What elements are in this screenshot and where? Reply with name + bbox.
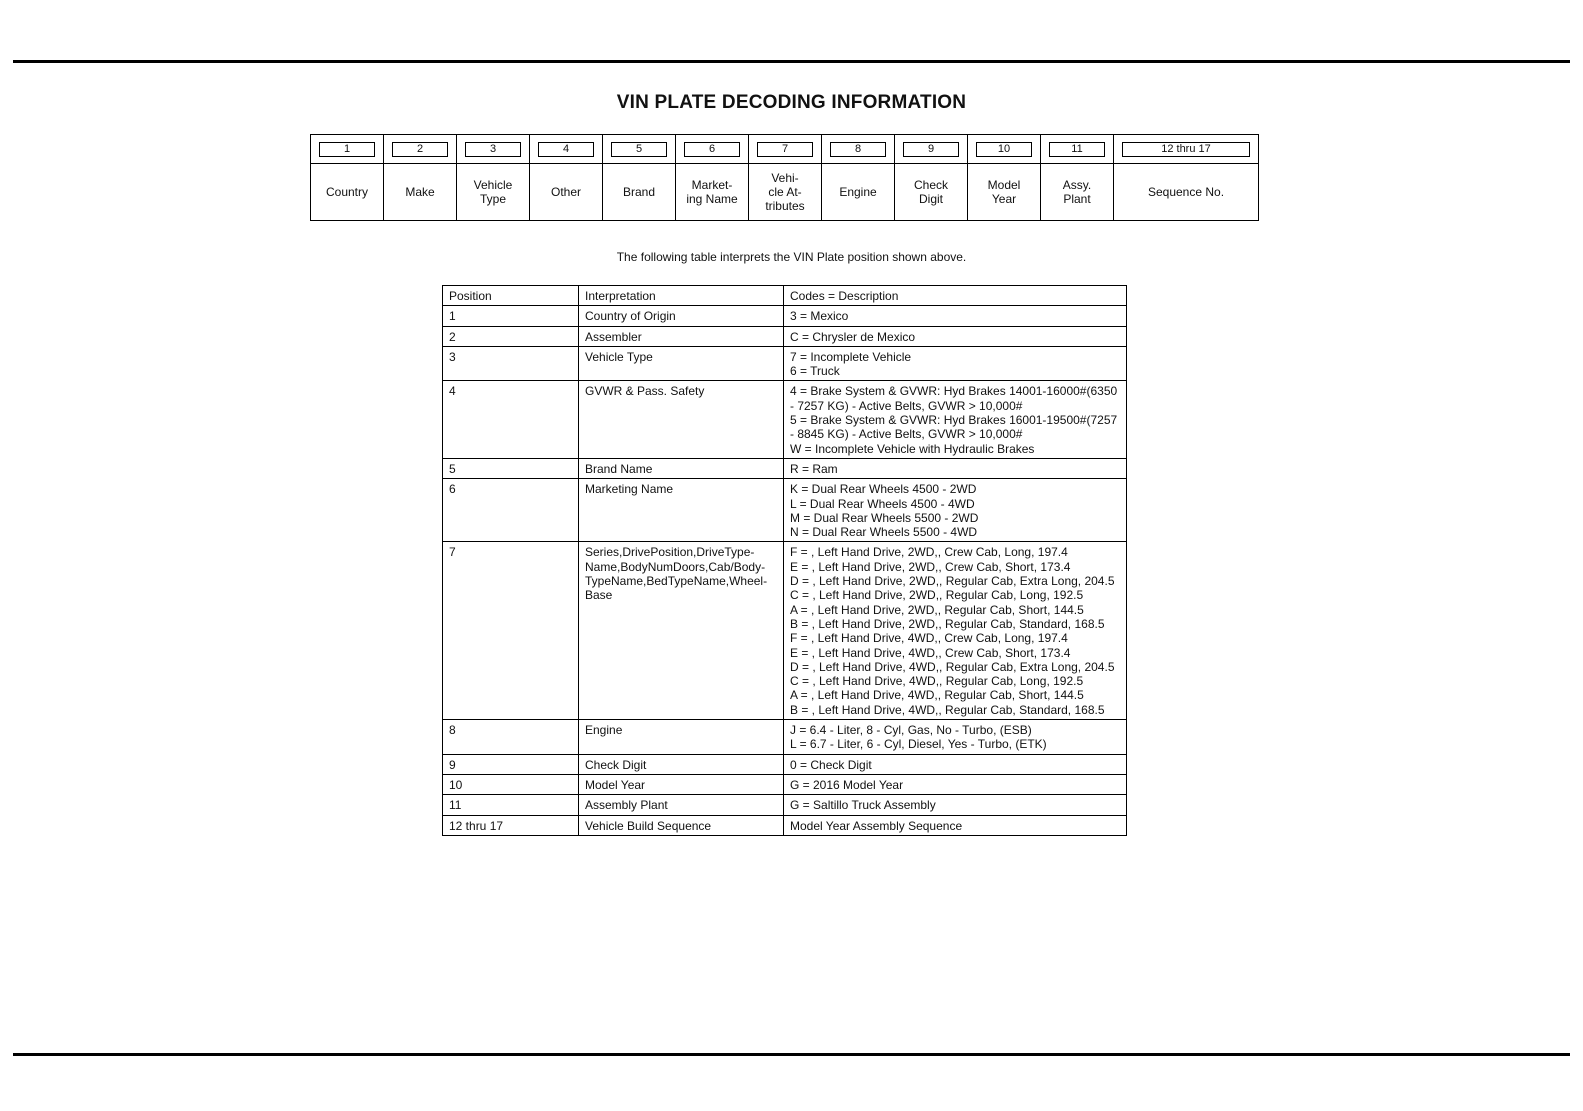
table-row (443, 774, 1127, 794)
header-codes: Codes = Description (784, 286, 1127, 306)
cell-position: 5 (443, 458, 579, 478)
cell-codes (784, 542, 1127, 720)
code-line: 7 = Incomplete Vehicle (790, 349, 912, 364)
code-line: B = , Left Hand Drive, 4WD,, Regular Cab, Standard, 168.5 (790, 702, 1105, 717)
interpretation-text: Assembler (585, 329, 642, 344)
table-row (443, 326, 1127, 346)
top-rule (13, 60, 1570, 63)
code-line: B = , Left Hand Drive, 2WD,, Regular Cab, Standard, 168.5 (790, 616, 1105, 631)
vin-position-cell (603, 135, 676, 164)
vin-label-cell (311, 164, 384, 221)
vin-label-text: Engine (839, 185, 877, 199)
vin-position-cell (968, 135, 1041, 164)
cell-position: 7 (443, 542, 579, 720)
vin-position-box: 10 (976, 142, 1032, 157)
table-note: The following table interprets the VIN Plate position shown above. (616, 250, 967, 264)
cell-interpretation (579, 795, 784, 815)
table-row (443, 815, 1127, 835)
vin-position-box: 7 (757, 142, 813, 157)
table-row (443, 479, 1127, 542)
vin-position-box: 11 (1049, 142, 1105, 157)
code-line: 3 = Mexico (790, 309, 849, 324)
interpretation-text: Series,DrivePosition,DriveType-Name,BodyNumDoors,Cab/Body-TypeName,BedTypeName,Wheel-Base (585, 545, 768, 603)
code-line: C = , Left Hand Drive, 2WD,, Regular Cab, Long, 192.5 (790, 588, 1084, 603)
interpretation-text: Engine (585, 723, 623, 738)
header-position: Position (443, 286, 579, 306)
cell-position: 11 (443, 795, 579, 815)
page-title: VIN PLATE DECODING INFORMATION (616, 92, 967, 113)
cell-interpretation (579, 306, 784, 326)
code-line: 6 = Truck (790, 364, 840, 379)
code-line: F = , Left Hand Drive, 4WD,, Crew Cab, Long, 197.4 (790, 631, 1068, 646)
table-header-row (443, 286, 1127, 306)
vin-label-text: Country (325, 185, 369, 199)
vin-position-cell (457, 135, 530, 164)
table-row (443, 720, 1127, 755)
table-row (443, 381, 1127, 458)
code-line: M = Dual Rear Wheels 5500 - 2WD (790, 510, 979, 525)
cell-position: 6 (443, 479, 579, 542)
cell-interpretation (579, 720, 784, 755)
cell-interpretation (579, 458, 784, 478)
vin-label-text: Assy. (1062, 178, 1092, 192)
cell-interpretation (579, 815, 784, 835)
interpretation-text: Marketing Name (585, 482, 674, 497)
code-line: G = Saltillo Truck Assembly (790, 798, 936, 813)
table-row (443, 754, 1127, 774)
vin-position-cell (749, 135, 822, 164)
cell-codes (784, 795, 1127, 815)
vin-position-box: 4 (538, 142, 594, 157)
interpretation-text: Model Year (585, 777, 646, 792)
cell-codes (784, 381, 1127, 458)
code-line: W = Incomplete Vehicle with Hydraulic Brakes (790, 441, 1035, 456)
cell-position: 10 (443, 774, 579, 794)
vin-label-text: Vehi- (771, 171, 799, 185)
vin-position-cell (311, 135, 384, 164)
code-line: - 8845 KG) - Active Belts, GVWR > 10,000# (790, 427, 1023, 442)
code-line: E = , Left Hand Drive, 2WD,, Crew Cab, Short, 173.4 (790, 559, 1071, 574)
vin-label-cell (676, 164, 749, 221)
table-row (443, 306, 1127, 326)
table-row (443, 346, 1127, 381)
vin-decode-table (442, 285, 1127, 836)
vin-label-cell (822, 164, 895, 221)
code-line: A = , Left Hand Drive, 2WD,, Regular Cab, Short, 144.5 (790, 602, 1084, 617)
code-line: 4 = Brake System & GVWR: Hyd Brakes 14001-16000#(6350 (790, 384, 1118, 399)
vin-label-text: ing Name (686, 192, 738, 206)
cell-position: 3 (443, 346, 579, 381)
vin-position-box: 9 (903, 142, 959, 157)
cell-interpretation (579, 326, 784, 346)
vin-label-cell (968, 164, 1041, 221)
vin-label-cell (895, 164, 968, 221)
vin-label-text: Type (479, 192, 506, 206)
vin-label-text: Market- (691, 178, 733, 192)
interpretation-text: Check Digit (585, 757, 647, 772)
code-line: C = , Left Hand Drive, 4WD,, Regular Cab, Long, 192.5 (790, 674, 1084, 689)
code-line: G = 2016 Model Year (790, 777, 904, 792)
cell-codes (784, 754, 1127, 774)
vin-label-text: Model (987, 178, 1021, 192)
vin-label-text: Other (550, 185, 581, 199)
vin-label-text: Make (405, 185, 435, 199)
code-line: C = Chrysler de Mexico (790, 329, 916, 344)
cell-interpretation (579, 774, 784, 794)
code-line: D = , Left Hand Drive, 4WD,, Regular Cab, Extra Long, 204.5 (790, 659, 1115, 674)
interpretation-text: Vehicle Type (585, 349, 653, 364)
code-line: N = Dual Rear Wheels 5500 - 4WD (790, 525, 978, 540)
cell-position: 1 (443, 306, 579, 326)
vin-position-box: 12 thru 17 (1122, 142, 1250, 157)
code-line: 5 = Brake System & GVWR: Hyd Brakes 16001-19500#(7257 (790, 413, 1118, 428)
vin-label-cell (530, 164, 603, 221)
vin-position-cell (1114, 135, 1259, 164)
code-line: L = Dual Rear Wheels 4500 - 4WD (790, 496, 975, 511)
vin-position-cell (895, 135, 968, 164)
interpretation-text: Vehicle Build Sequence (585, 818, 712, 833)
vin-position-box: 5 (611, 142, 667, 157)
vin-label-cell (1041, 164, 1114, 221)
vin-position-box: 1 (319, 142, 375, 157)
vin-label-cell (1114, 164, 1259, 221)
header-interpretation: Interpretation (579, 286, 784, 306)
vin-label-text: Digit (918, 192, 943, 206)
cell-interpretation (579, 542, 784, 720)
cell-codes (784, 326, 1127, 346)
vin-label-text: Vehicle (473, 178, 513, 192)
vin-label-cell (457, 164, 530, 221)
table-row (443, 458, 1127, 478)
cell-codes (784, 720, 1127, 755)
vin-label-row (311, 164, 1259, 221)
code-line: - 7257 KG) - Active Belts, GVWR > 10,000# (790, 398, 1023, 413)
vin-label-cell (749, 164, 822, 221)
cell-codes (784, 458, 1127, 478)
table-row (443, 795, 1127, 815)
vin-label-text: tributes (765, 199, 805, 213)
cell-position: 8 (443, 720, 579, 755)
vin-position-cell (1041, 135, 1114, 164)
cell-codes (784, 479, 1127, 542)
code-line: E = , Left Hand Drive, 4WD,, Crew Cab, Short, 173.4 (790, 645, 1071, 660)
vin-position-cell (822, 135, 895, 164)
vin-plate-diagram (310, 134, 1259, 221)
vin-position-box: 3 (465, 142, 521, 157)
interpretation-text: Assembly Plant (585, 798, 668, 813)
vin-position-cell (530, 135, 603, 164)
cell-interpretation (579, 346, 784, 381)
bottom-rule (13, 1053, 1570, 1056)
vin-position-box: 8 (830, 142, 886, 157)
vin-position-box: 6 (684, 142, 740, 157)
code-line: D = , Left Hand Drive, 2WD,, Regular Cab, Extra Long, 204.5 (790, 574, 1115, 589)
cell-interpretation (579, 479, 784, 542)
interpretation-text: Brand Name (585, 461, 653, 476)
cell-interpretation (579, 381, 784, 458)
interpretation-text: GVWR & Pass. Safety (585, 384, 705, 399)
vin-position-cell (384, 135, 457, 164)
code-line: Model Year Assembly Sequence (790, 818, 963, 833)
vin-label-text: Brand (622, 185, 656, 199)
cell-position: 9 (443, 754, 579, 774)
cell-codes (784, 774, 1127, 794)
code-line: R = Ram (790, 461, 838, 476)
vin-label-cell (603, 164, 676, 221)
vin-label-text: Plant (1063, 192, 1091, 206)
vin-label-text: Check (913, 178, 948, 192)
cell-codes (784, 815, 1127, 835)
cell-codes (784, 346, 1127, 381)
interpretation-text: Country of Origin (585, 309, 676, 324)
vin-position-row (311, 135, 1259, 164)
cell-interpretation (579, 754, 784, 774)
cell-position: 12 thru 17 (443, 815, 579, 835)
vin-position-cell (676, 135, 749, 164)
vin-label-text: Year (991, 192, 1017, 206)
code-line: F = , Left Hand Drive, 2WD,, Crew Cab, Long, 197.4 (790, 545, 1068, 560)
code-line: A = , Left Hand Drive, 4WD,, Regular Cab, Short, 144.5 (790, 688, 1084, 703)
cell-codes (784, 306, 1127, 326)
code-line: L = 6.7 - Liter, 6 - Cyl, Diesel, Yes - Turbo, (ETK) (790, 737, 1047, 752)
vin-label-text: Sequence No. (1147, 185, 1225, 199)
code-line: 0 = Check Digit (790, 757, 872, 772)
table-row (443, 542, 1127, 720)
vin-label-cell (384, 164, 457, 221)
vin-label-text: cle At- (768, 185, 802, 199)
cell-position: 2 (443, 326, 579, 346)
vin-position-box: 2 (392, 142, 448, 157)
cell-position: 4 (443, 381, 579, 458)
code-line: J = 6.4 - Liter, 8 - Cyl, Gas, No - Turbo, (ESB) (790, 723, 1032, 738)
code-line: K = Dual Rear Wheels 4500 - 2WD (790, 482, 977, 497)
